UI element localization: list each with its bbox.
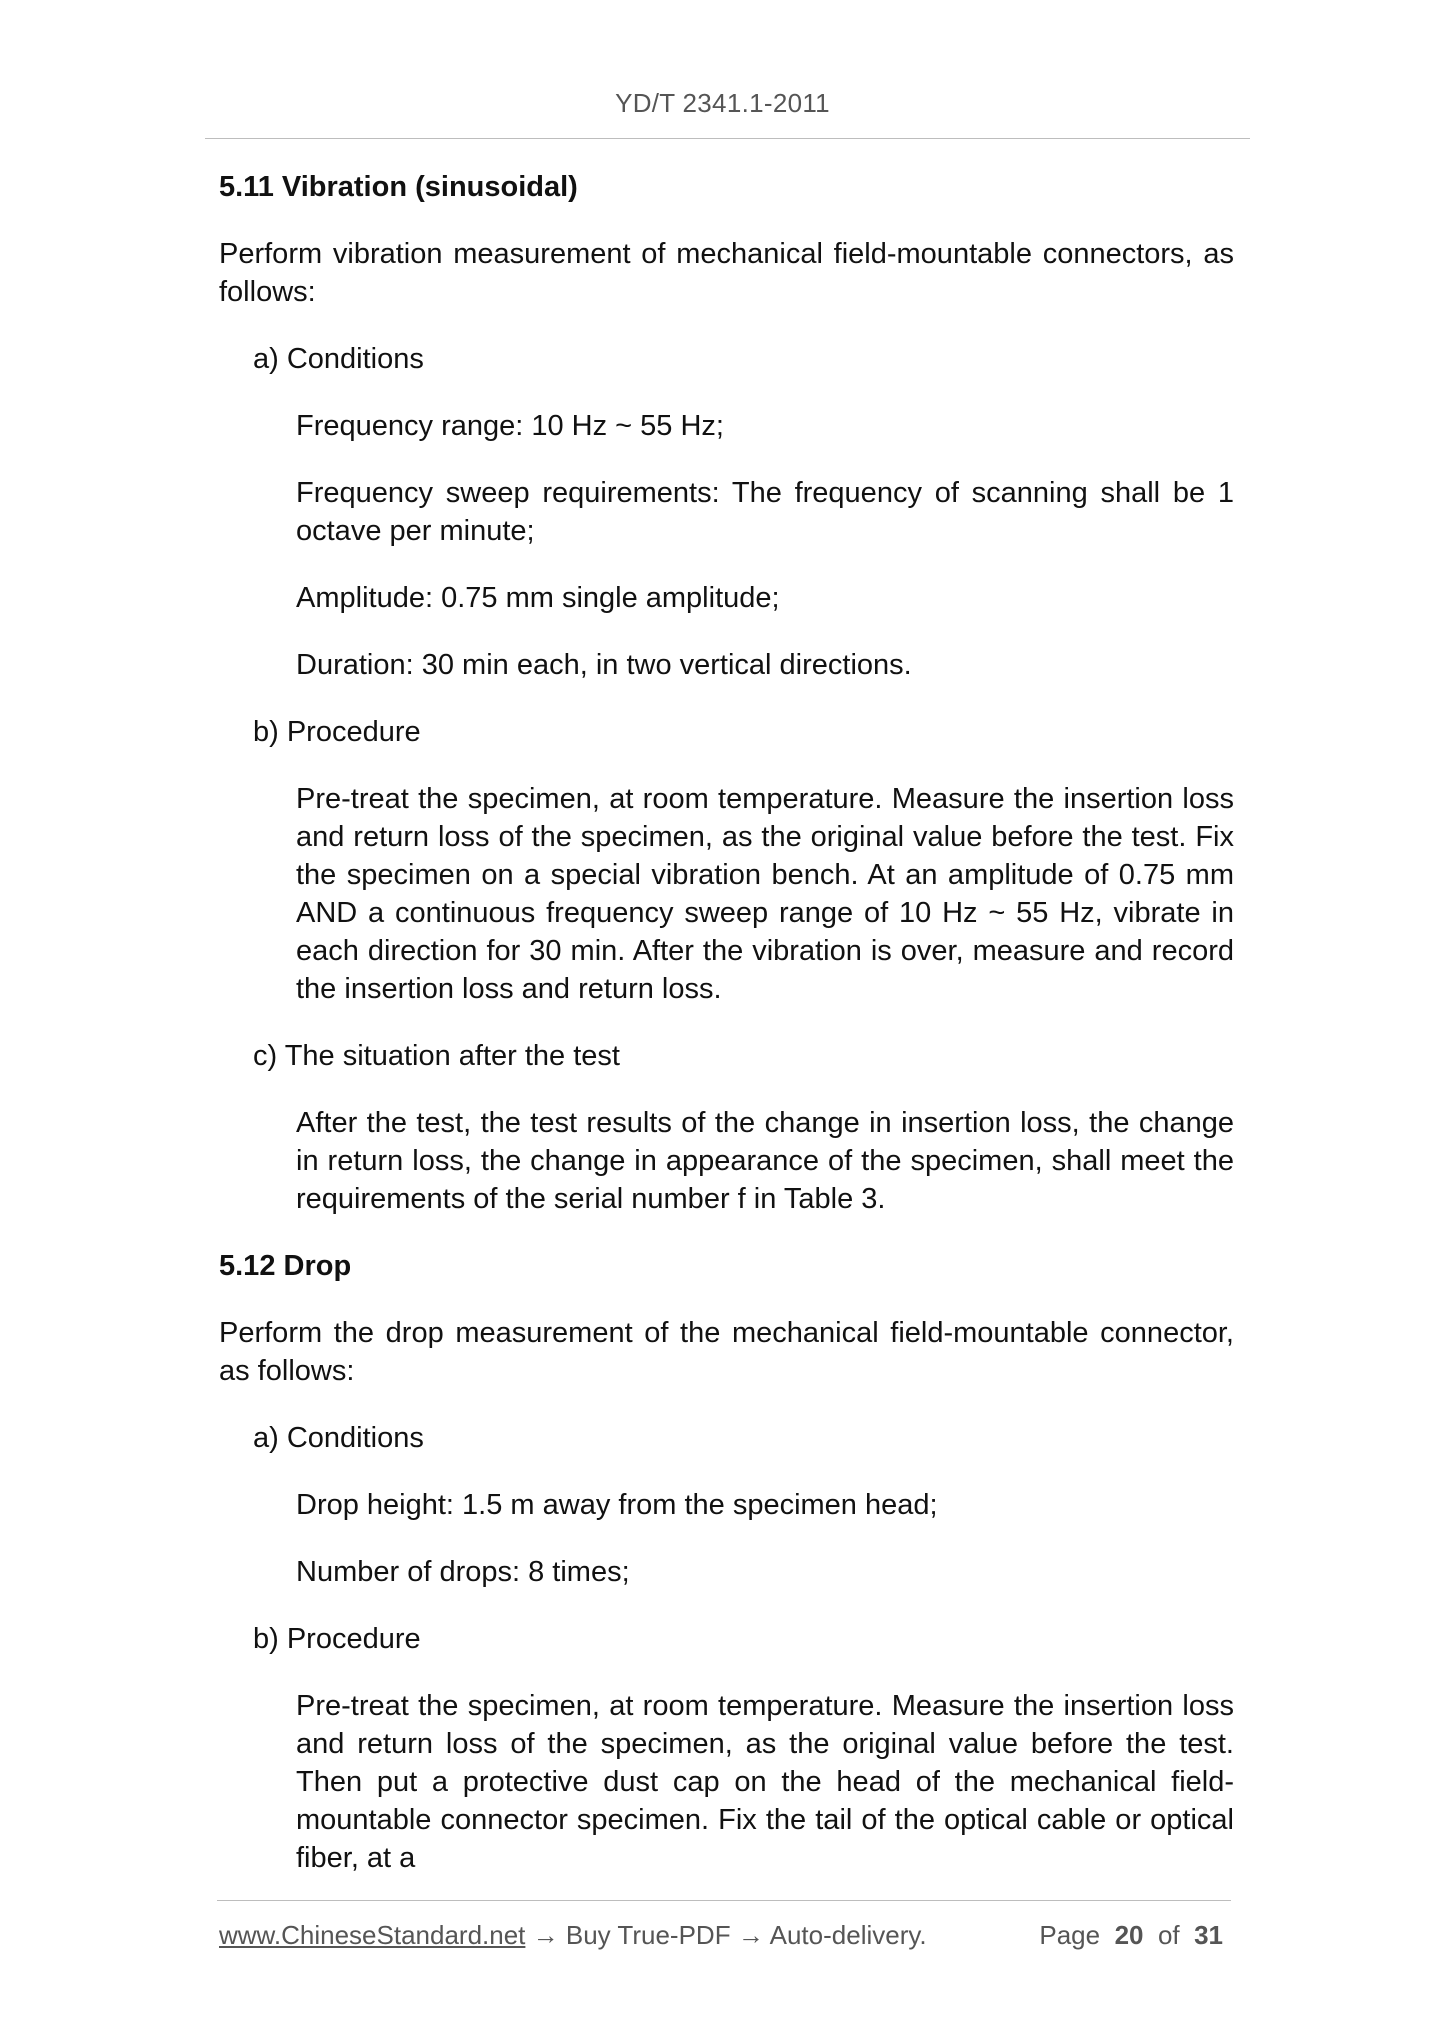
section-heading-5-11: 5.11 Vibration (sinusoidal) <box>219 171 578 203</box>
section-5-11-intro: Perform vibration measurement of mechanical field-mountable connectors, as follows: <box>219 238 1234 308</box>
page-current: 20 <box>1114 1920 1144 1950</box>
page-total: 31 <box>1194 1920 1223 1950</box>
page-label: Page <box>1039 1920 1101 1950</box>
site-link[interactable]: www.ChineseStandard.net <box>219 1920 526 1950</box>
vibration-procedure-text: Pre-treat the specimen, at room temperature. Measure the insertion loss and return loss of the specimen, as the original value before the test. Fix the specimen on a special vibration bench. At an amplitude of 0.75 mm AND a continuous frequency sweep range of 10 Hz ~ 55 Hz, vibrate in each direction for 30 min. After the vibration is over, measure and record the insertion loss and return loss. <box>296 783 1234 1005</box>
arrow-right-icon: → <box>737 1920 764 1950</box>
document-id-header: YD/T 2341.1-2011 <box>615 88 830 118</box>
page-number <box>1039 1920 1223 1951</box>
item-c-after-test-label: c) The situation after the test <box>253 1040 620 1072</box>
footer-divider <box>217 1900 1231 1901</box>
document-body <box>219 168 1234 1877</box>
of-label: of <box>1157 1920 1180 1950</box>
condition-drop-height: Drop height: 1.5 m away from the specimen head; <box>296 1489 938 1521</box>
section-5-12-intro: Perform the drop measurement of the mechanical field-mountable connector, as follows: <box>219 1317 1234 1387</box>
condition-number-of-drops: Number of drops: 8 times; <box>296 1556 630 1588</box>
section-heading-5-12: 5.12 Drop <box>219 1250 352 1282</box>
condition-duration: Duration: 30 min each, in two vertical directions. <box>296 649 912 681</box>
item-a-conditions-label: a) Conditions <box>253 343 424 375</box>
auto-delivery-text: Auto-delivery. <box>769 1920 927 1950</box>
vibration-after-test-text: After the test, the test results of the change in insertion loss, the change in return loss, the change in appearance of the specimen, shall meet the requirements of the serial number f in Table 3. <box>296 1107 1234 1215</box>
footer-promo <box>219 1920 927 1951</box>
item-b-procedure-label: b) Procedure <box>253 716 421 748</box>
condition-frequency-sweep: Frequency sweep requirements: The frequency of scanning shall be 1 octave per minute; <box>296 477 1234 547</box>
header-divider <box>205 138 1250 139</box>
drop-item-b-procedure-label: b) Procedure <box>253 1623 421 1655</box>
arrow-right-icon: → <box>532 1920 559 1950</box>
condition-amplitude: Amplitude: 0.75 mm single amplitude; <box>296 582 780 614</box>
drop-procedure-text: Pre-treat the specimen, at room temperature. Measure the insertion loss and return loss of the specimen, as the original value before the test. Then put a protective dust cap on the head of the mechanical field-mountable connector specimen. Fix the tail of the optical cable or optical fiber, at a <box>296 1690 1234 1874</box>
condition-frequency-range: Frequency range: 10 Hz ~ 55 Hz; <box>296 410 724 442</box>
buy-true-pdf-text: Buy True-PDF <box>565 1920 731 1950</box>
drop-item-a-conditions-label: a) Conditions <box>253 1422 424 1454</box>
